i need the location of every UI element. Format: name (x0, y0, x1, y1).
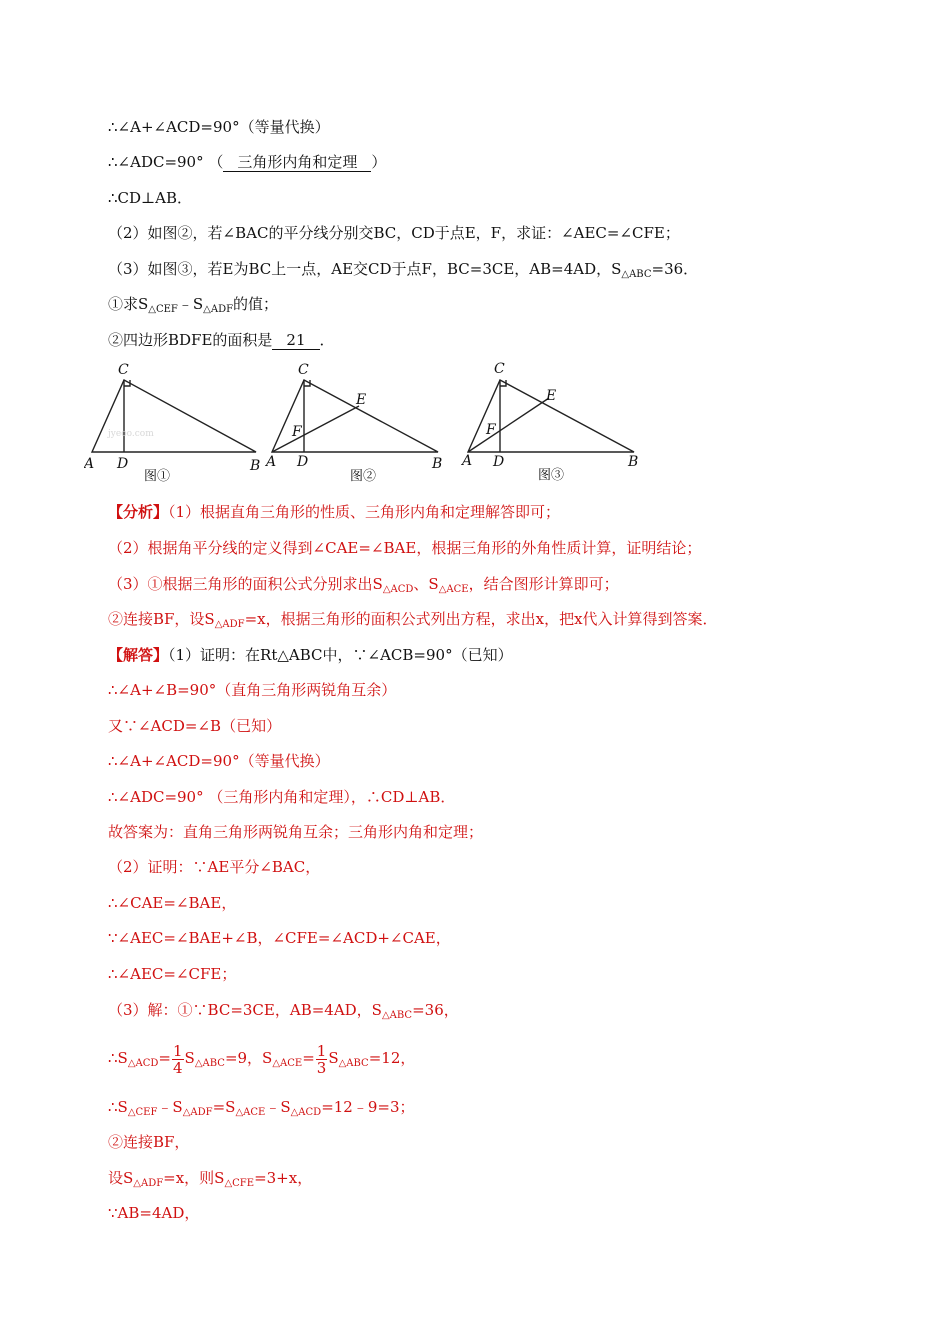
question-3-part-1 (108, 294, 278, 320)
s13-b: ﹣S (157, 1098, 183, 1116)
analysis-line-4 (108, 609, 718, 635)
solution-line-7: （2）证明：∵AE平分∠BAC， (108, 858, 321, 876)
s12-a: ∴S (108, 1049, 128, 1067)
q3p1-c: 的值； (233, 295, 279, 313)
solution-line-5: ∴∠ADC=90° （三角形内角和定理），∴CD⊥AB． (108, 788, 456, 806)
fig3-label-D: D (493, 454, 505, 470)
frac1-num: 1 (173, 1041, 183, 1060)
solution-line-15 (108, 1168, 312, 1194)
analysis-line-1 (108, 502, 560, 522)
line-1: ∴∠A+∠ACD=90°（等量代换） (108, 118, 330, 136)
a4-a: ②连接BF，设S (108, 610, 215, 628)
s12-sub2: △ABC (194, 1058, 225, 1069)
s12-sub1: △ACD (127, 1058, 159, 1069)
question-3-part-2 (108, 330, 335, 350)
solution-line-10: ∴∠AEC=∠CFE； (108, 965, 237, 983)
s15-a: 设S (108, 1169, 134, 1187)
fig3-label-C: C (494, 361, 505, 377)
figures-svg (84, 360, 654, 490)
fig3-label-F: F (486, 422, 496, 438)
solution-line-6: 故答案为：直角三角形两锐角互余；三角形内角和定理； (108, 823, 484, 841)
q3p1-b: ﹣S (177, 295, 204, 313)
fig3-label-A: A (462, 453, 473, 469)
fig3-label-B: B (628, 454, 639, 470)
a3-b: 、S (413, 575, 439, 593)
figure-2-triangle (272, 380, 438, 452)
analysis-tag: 【分析】 (108, 503, 169, 521)
figure-1-triangle (92, 380, 256, 452)
analysis-line-2: （2）根据角平分线的定义得到∠CAE=∠BAE，根据三角形的外角性质计算，证明结论； (108, 539, 702, 557)
line-2 (108, 152, 386, 172)
solution-line-8: ∴∠CAE=∠BAE， (108, 894, 237, 912)
solution-line-14: ②连接BF， (108, 1133, 190, 1151)
fig1-label-A: A (84, 456, 95, 472)
solution-line-9: ∵∠AEC=∠BAE+∠B，∠CFE=∠ACD+∠CAE， (108, 929, 451, 947)
line-2-prefix: ∴∠ADC=90° （ (108, 153, 224, 171)
s11-b: =36， (412, 1001, 459, 1019)
s12-c: =12， (368, 1049, 416, 1067)
fig3-caption: 图③ (538, 468, 565, 483)
fraction-one-quarter (172, 1043, 184, 1076)
s12-sub3: △ACE (272, 1058, 303, 1069)
line-2-suffix: ） (371, 153, 387, 171)
analysis-line-3 (108, 574, 619, 600)
line-3: ∴CD⊥AB． (108, 189, 193, 207)
q3-sub: △ABC (621, 269, 652, 280)
solution-line-11 (108, 1000, 459, 1026)
fig2-caption: 图② (350, 469, 377, 484)
s13-sub4: △ACD (290, 1107, 322, 1118)
frac2-den: 3 (316, 1058, 327, 1077)
s11-sub: △ABC (381, 1010, 413, 1021)
solution-line-13 (108, 1097, 415, 1123)
solution-line-12 (108, 1038, 415, 1084)
question-3 (108, 259, 698, 285)
watermark: jyeoo.com (108, 429, 154, 439)
frac2-num: 1 (316, 1041, 327, 1060)
q3-text-end: =36． (651, 260, 699, 278)
fig2-label-E: E (356, 392, 367, 408)
a4-sub: △ADF (214, 619, 245, 630)
s12-b: =9，S (224, 1049, 273, 1067)
s13-e: =12﹣9=3； (321, 1098, 415, 1116)
analysis-text-1: （1）根据直角三角形的性质、三角形内角和定理解答即可； (168, 503, 561, 521)
s13-c: =S (212, 1098, 236, 1116)
solution-line-1 (108, 645, 513, 665)
fig2-label-D: D (297, 454, 309, 470)
q3p2-text: ②四边形BDFE的面积是 (108, 331, 273, 349)
s12-eq: = (158, 1049, 171, 1067)
fig1-label-D: D (117, 456, 129, 472)
s13-d: ﹣S (265, 1098, 291, 1116)
a3-c: ，结合图形计算即可； (468, 575, 619, 593)
fig3-label-E: E (546, 388, 557, 404)
a4-b: =x，根据三角形的面积公式列出方程，求出x，把x代入计算得到答案． (244, 610, 718, 628)
s13-sub1: △CEF (127, 1107, 158, 1118)
fig1-label-C: C (118, 362, 129, 378)
answer-blank-1: 三角形内角和定理 (223, 153, 371, 172)
s12-s: S (184, 1049, 195, 1067)
q3p1-sub1: △CEF (148, 304, 178, 315)
fig2-label-B: B (432, 456, 443, 472)
s15-c: =3+x， (254, 1169, 313, 1187)
a3-a: （3）①根据三角形的面积公式分别求出S (108, 575, 383, 593)
q3p1-sub2: △ADF (203, 304, 234, 315)
fraction-one-third (316, 1043, 328, 1076)
s15-sub2: △CFE (224, 1178, 255, 1189)
question-2: （2）如图②，若∠BAC的平分线分别交BC，CD于点E，F，求证：∠AEC=∠CFE； (108, 224, 680, 242)
answer-blank-2: 21 (272, 331, 319, 350)
a3-sub1: △ACD (382, 584, 414, 595)
s13-sub3: △ACE (235, 1107, 266, 1118)
fig2-label-A: A (266, 454, 277, 470)
frac1-den: 4 (173, 1058, 183, 1077)
fig2-label-C: C (298, 362, 309, 378)
s13-sub2: △ADF (182, 1107, 213, 1118)
q3-text: （3）如图③，若E为BC上一点，AE交CD于点F，BC=3CE，AB=4AD，S (108, 260, 622, 278)
fig2-label-F: F (292, 424, 302, 440)
s13-a: ∴S (108, 1098, 128, 1116)
s12-s2: S (328, 1049, 339, 1067)
fig1-caption: 图① (144, 469, 171, 484)
fig1-label-B: B (250, 458, 261, 474)
solution-line-2: ∴∠A+∠B=90°（直角三角形两锐角互余） (108, 681, 397, 699)
a3-sub2: △ACE (438, 584, 469, 595)
s15-b: =x，则S (163, 1169, 225, 1187)
solution-tag: 【解答】 (108, 646, 169, 664)
s12-sub4: △ABC (338, 1058, 369, 1069)
solution-line-4: ∴∠A+∠ACD=90°（等量代换） (108, 752, 330, 770)
solution-line-16: ∵AB=4AD， (108, 1204, 200, 1222)
s11-a: （3）解：①∵BC=3CE，AB=4AD，S (108, 1001, 382, 1019)
s15-sub1: △ADF (133, 1178, 164, 1189)
solution-text-1: （1）证明：在Rt△ABC中，∵∠ACB=90°（已知） (168, 646, 513, 664)
q3p1-a: ①求S (108, 295, 149, 313)
s12-eq2: = (302, 1049, 315, 1067)
q3p2-end: ． (319, 331, 335, 349)
solution-line-3: 又∵∠ACD=∠B（已知） (108, 717, 282, 735)
